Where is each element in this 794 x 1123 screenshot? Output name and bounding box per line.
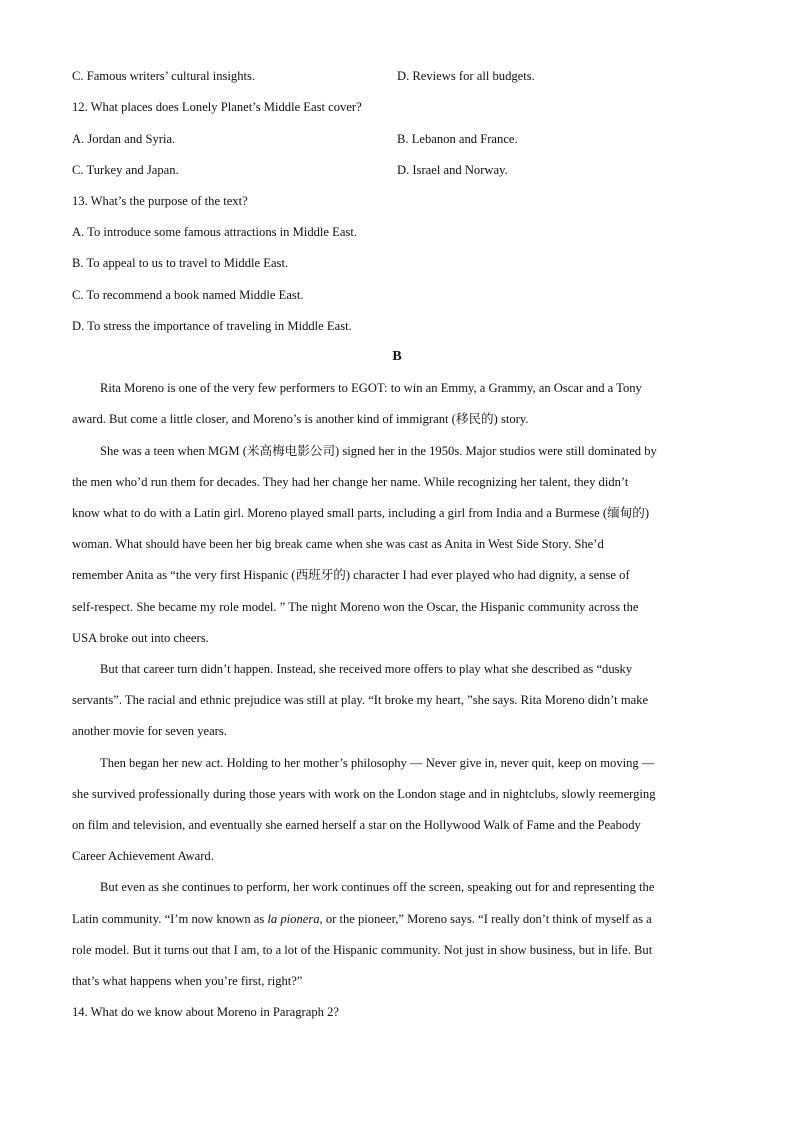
q12-option-c: C. Turkey and Japan. <box>72 163 179 177</box>
passage-line: woman. What should have been her big break came when she was cast as Anita in West Side Story. She’d <box>72 537 604 551</box>
italic-term: la pionera <box>267 912 320 926</box>
passage-text: , or the pioneer,” Moreno says. “I really don’t think of myself as a <box>319 912 652 926</box>
passage-line: on film and television, and eventually she earned herself a star on the Hollywood Walk of Fame and the Peabody <box>72 818 641 832</box>
passage-line: she survived professionally during those years with work on the London stage and in nightclubs, slowly reemerging <box>72 787 656 801</box>
passage-line: that’s what happens when you’re first, right?” <box>72 974 303 988</box>
passage-line: know what to do with a Latin girl. Moreno played small parts, including a girl from India and a Burmese (缅甸的) <box>72 506 650 520</box>
passage-line: remember Anita as “the very first Hispanic (西班牙的) character I had ever played who had dignity, a sense of <box>72 568 630 582</box>
section-heading: B <box>392 349 402 364</box>
passage-line: But even as she continues to perform, her work continues off the screen, speaking out for and representing the <box>100 880 655 894</box>
passage-line: Then began her new act. Holding to her mother’s philosophy — Never give in, never quit, keep on moving — <box>100 756 655 770</box>
passage-line: USA broke out into cheers. <box>72 631 209 645</box>
passage-line: But that career turn didn’t happen. Instead, she received more offers to play what she described as “dusky <box>100 662 633 676</box>
q11-option-c: C. Famous writers’ cultural insights. <box>72 69 256 83</box>
passage-line: Career Achievement Award. <box>72 849 214 863</box>
q13-option-a: A. To introduce some famous attractions in Middle East. <box>72 225 357 239</box>
passage-line: self-respect. She became my role model. ” The night Moreno won the Oscar, the Hispanic community across the <box>72 600 639 614</box>
passage-text: Latin community. “I’m now known as <box>72 912 268 926</box>
passage-line: servants”. The racial and ethnic prejudice was still at play. “It broke my heart, ”she says. Rita Moreno didn’t make <box>72 693 649 707</box>
q13-question: 13. What’s the purpose of the text? <box>72 194 248 208</box>
q12-question: 12. What places does Lonely Planet’s Middle East cover? <box>72 100 362 114</box>
passage-line: award. But come a little closer, and Moreno’s is another kind of immigrant (移民的) story. <box>72 412 529 426</box>
q13-option-d: D. To stress the importance of traveling in Middle East. <box>72 319 352 333</box>
q12-option-b: B. Lebanon and France. <box>397 132 518 146</box>
q13-option-b: B. To appeal to us to travel to Middle East. <box>72 256 289 270</box>
q14-question: 14. What do we know about Moreno in Paragraph 2? <box>72 1005 339 1019</box>
passage-line <box>72 911 652 927</box>
q12-option-d: D. Israel and Norway. <box>397 163 508 177</box>
passage-line: the men who’d run them for decades. They had her change her name. While recognizing her talent, they didn’t <box>72 475 629 489</box>
passage-line: Rita Moreno is one of the very few performers to EGOT: to win an Emmy, a Grammy, an Oscar and a Tony <box>100 381 642 395</box>
q13-option-c: C. To recommend a book named Middle East. <box>72 288 304 302</box>
passage-line: another movie for seven years. <box>72 724 227 738</box>
passage-line: role model. But it turns out that I am, to a lot of the Hispanic community. Not just in show business, but in life. But <box>72 943 653 957</box>
q12-option-a: A. Jordan and Syria. <box>72 132 176 146</box>
q11-option-d: D. Reviews for all budgets. <box>397 69 535 83</box>
passage-line: She was a teen when MGM (米高梅电影公司) signed her in the 1950s. Major studios were still dominated by <box>100 444 657 458</box>
